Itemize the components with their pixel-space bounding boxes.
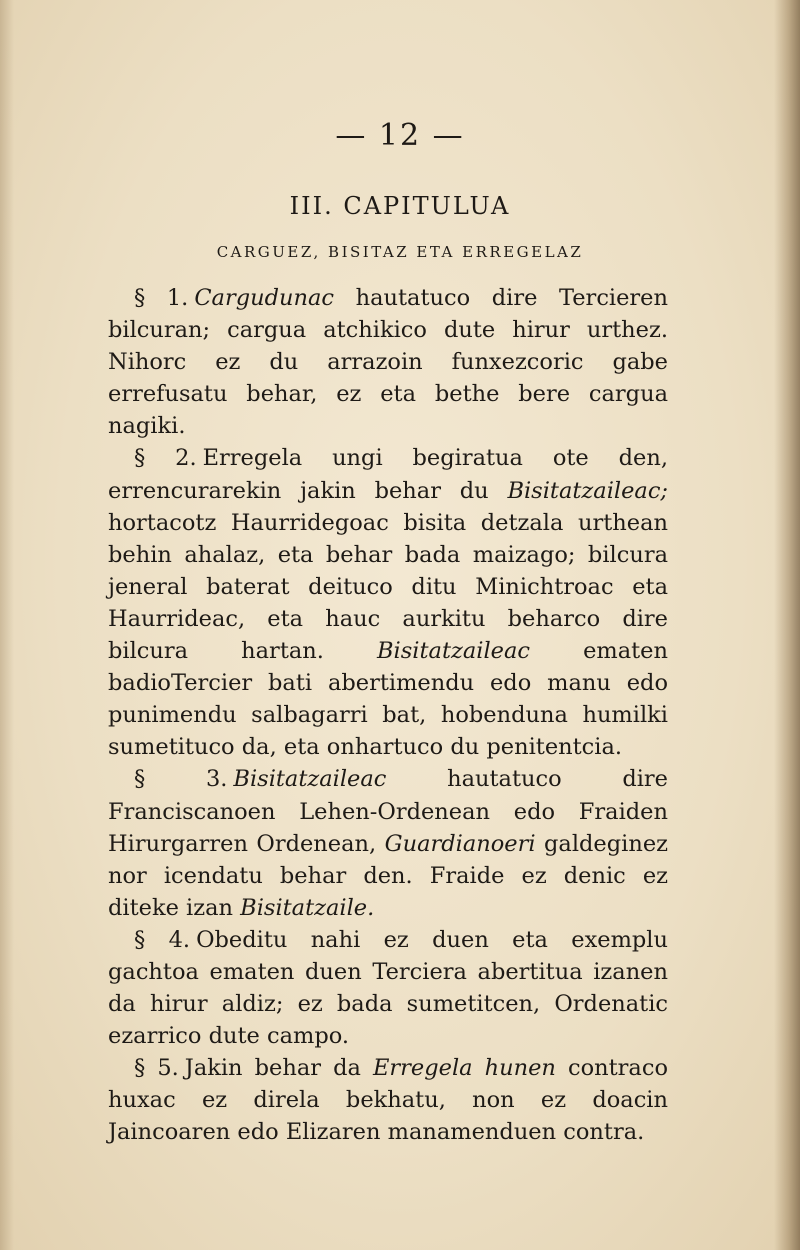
paragraph-3 bbox=[108, 763, 668, 923]
page-left-edge bbox=[0, 0, 14, 1250]
section-mark: § 1. bbox=[134, 285, 189, 311]
paragraph-text: ematen badioTercier bati abertimendu edo manu edo punimendu salbagarri bat, hobenduna humilki sumetituco da, eta onhartuco du penitentcia. bbox=[108, 638, 668, 761]
chapter-title: III. CAPITULUA bbox=[289, 192, 511, 220]
paragraph-text: contraco huxac ez direla bekhatu, non ez doacin Jaincoaren edo Elizaren manamenduen contra. bbox=[108, 1055, 668, 1146]
italic-term: Bisitatzaileac bbox=[233, 766, 387, 793]
body-text bbox=[108, 282, 668, 1149]
italic-term: Bisitatzaile. bbox=[240, 894, 375, 921]
section-mark: § 3. bbox=[134, 766, 228, 793]
chapter-subtitle: CARGUEZ, BISITAZ ETA ERREGELAZ bbox=[216, 243, 584, 261]
italic-term: Guardianoeri bbox=[384, 830, 536, 857]
section-mark: § 4. bbox=[134, 926, 191, 953]
section-mark: § 2. bbox=[134, 445, 197, 472]
paragraph-text: galdeginez nor icendatu behar den. Fraide ez denic ez diteke izan bbox=[108, 830, 668, 921]
page-number: — 12 — bbox=[335, 118, 465, 153]
paragraph-text: Obeditu nahi ez duen eta exemplu gachtoa ematen duen Terciera abertitua izanen da hirur aldiz; ez bada sumetitcen, Ordenatic ezarrico dute campo. bbox=[108, 926, 668, 1050]
italic-term: Erregela hunen bbox=[372, 1055, 556, 1082]
paragraph-text: hautatuco dire Tercieren bilcuran; cargua atchikico dute hirur urthez. Nihorc ez du arrazoin funxezcoric gabe errefusatu behar, ez eta bethe bere cargua nagiki. bbox=[108, 285, 668, 440]
paragraph-text: hautatuco dire Franciscanoen Lehen-Ordenean edo Fraiden Hirurgarren Ordenean, bbox=[108, 766, 668, 857]
paragraph-2 bbox=[108, 442, 668, 763]
section-mark: § 5. bbox=[134, 1055, 179, 1082]
paragraph-text: Jakin behar da bbox=[184, 1055, 373, 1082]
italic-term: Bisitatzaileac bbox=[377, 638, 530, 665]
paragraph-1 bbox=[108, 282, 668, 442]
paragraph-4 bbox=[108, 924, 668, 1052]
italic-term: Bisitatzaileac; bbox=[507, 477, 668, 504]
page-right-edge bbox=[774, 0, 800, 1250]
paragraph-text: Erregela ungi begiratua ote den, errencurarekin jakin behar du bbox=[108, 445, 668, 504]
italic-term: Cargudunac bbox=[194, 285, 334, 311]
paragraph-text: hortacotz Haurridegoac bisita detzala urthean behin ahalaz, eta behar bada maizago; bilcura jeneral baterat deituco ditu Minichtroac eta Haurrideac, eta hauc aurkitu beharco dire bilcura hartan. bbox=[108, 509, 668, 665]
paragraph-5 bbox=[108, 1052, 668, 1148]
